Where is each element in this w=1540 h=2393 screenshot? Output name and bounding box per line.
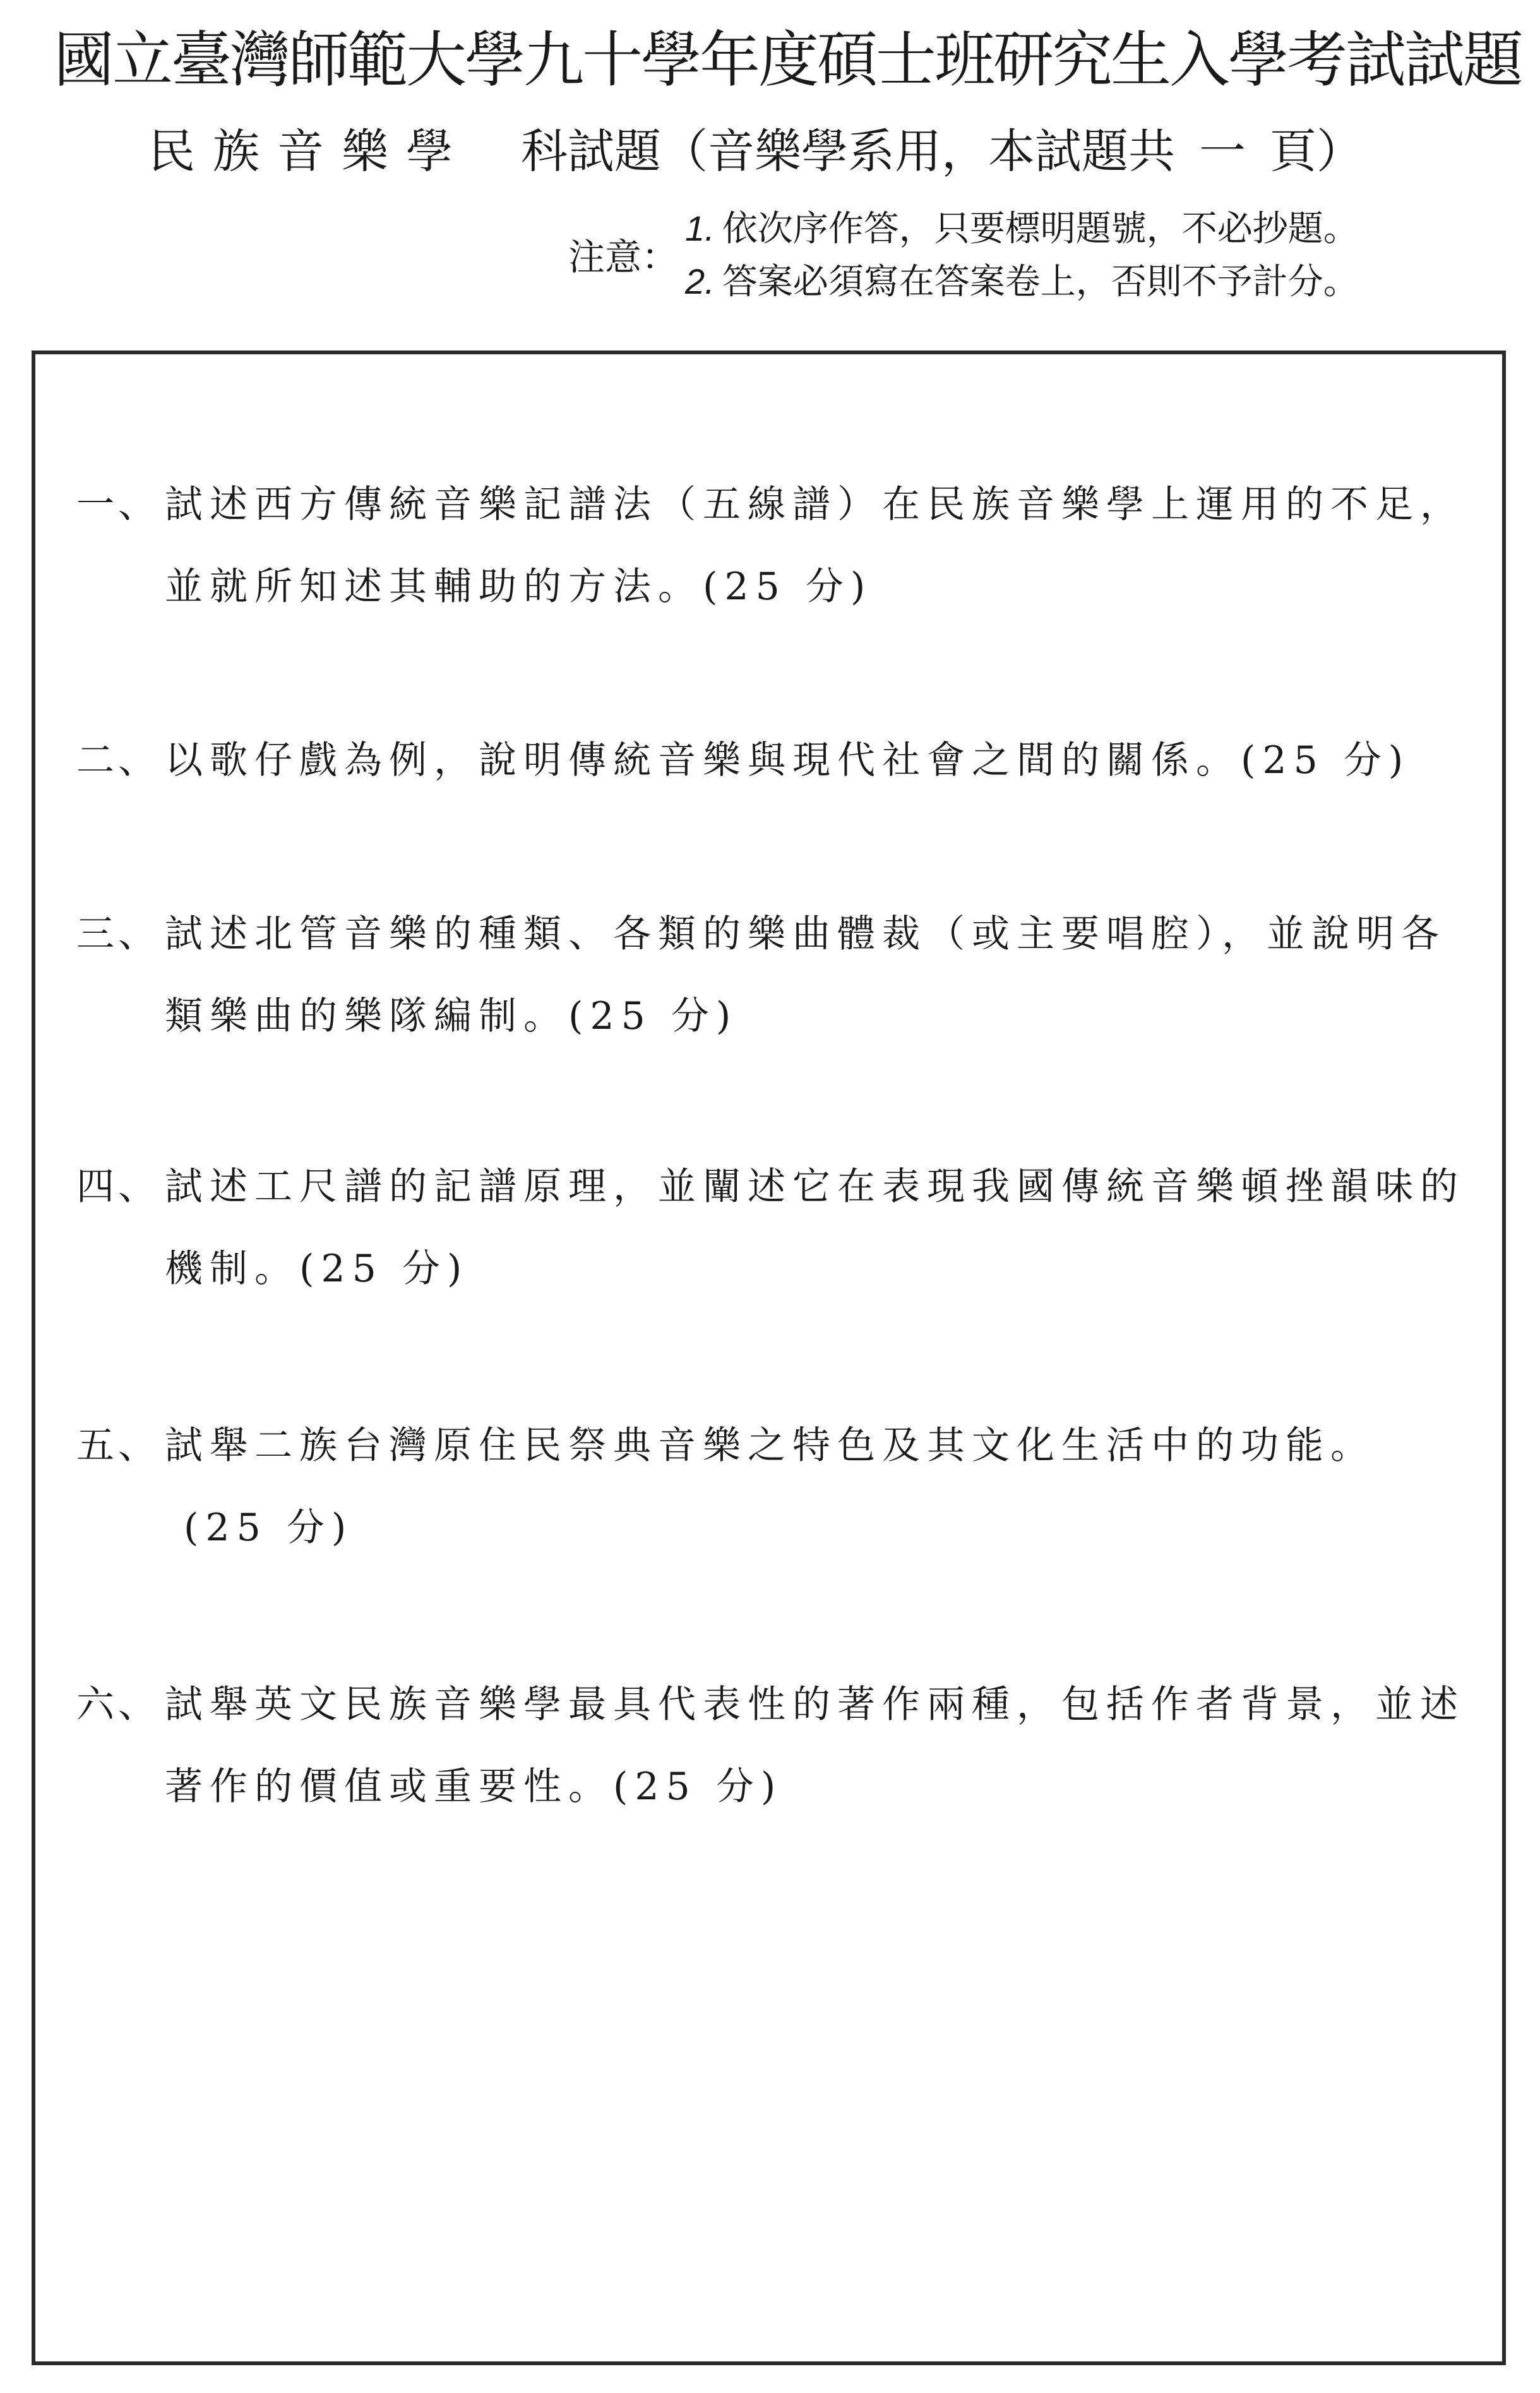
question-text: 試述工尺譜的記譜原理，並闡述它在表現我國傳統音樂頓挫韻味的 xyxy=(165,1165,1465,1209)
notice-item-number: 1. xyxy=(685,208,715,248)
question-text-continued: 機制。(25 分) xyxy=(165,1247,469,1291)
question-text: 以歌仔戲為例，說明傳統音樂與現代社會之間的關係。(25 分) xyxy=(165,738,1411,783)
notice-item xyxy=(685,202,1359,255)
question-text-continued: 類樂曲的樂隊編制。(25 分) xyxy=(165,994,738,1038)
question-text: 試述西方傳統音樂記譜法（五線譜）在民族音樂學上運用的不足， xyxy=(165,483,1465,527)
question-text: 試舉二族台灣原住民祭典音樂之特色及其文化生活中的功能。 xyxy=(165,1424,1375,1468)
exam-title: 國立臺灣師範大學九十學年度碩士班研究生入學考試試題 xyxy=(54,25,1522,95)
question-box xyxy=(32,351,1506,2365)
exam-subtitle xyxy=(148,117,1363,186)
notice-label: 注意： xyxy=(568,237,679,278)
notice-item xyxy=(685,255,1359,308)
subject-name: 民族音樂學 xyxy=(148,124,470,179)
question-number: 五、 xyxy=(76,1424,160,1468)
notice-item-number: 2. xyxy=(685,261,715,301)
question-text-continued: (25 分) xyxy=(184,1506,354,1550)
question-number: 三、 xyxy=(76,912,160,956)
question-number: 六、 xyxy=(76,1682,160,1727)
notice-list xyxy=(685,202,1359,308)
question-number: 二、 xyxy=(76,738,160,783)
question-text-continued: 著作的價值或重要性。(25 分) xyxy=(165,1765,783,1809)
page-unit: 頁） xyxy=(1270,124,1363,179)
question-text: 試述北管音樂的種類、各類的樂曲體裁（或主要唱腔），並說明各 xyxy=(165,912,1446,956)
paper-info: 科試題（音樂學系用，本試題共 xyxy=(521,124,1175,179)
question-number: 四、 xyxy=(76,1165,160,1209)
page-count: 一 xyxy=(1199,124,1246,179)
notice-item-text: 答案必須寫在答案卷上，否則不予計分。 xyxy=(722,261,1359,301)
question-text-continued: 並就所知述其輔助的方法。(25 分) xyxy=(165,565,873,609)
notice-item-text: 依次序作答，只要標明題號，不必抄題。 xyxy=(722,208,1359,248)
question-number: 一、 xyxy=(76,483,160,527)
question-text: 試舉英文民族音樂學最具代表性的著作兩種，包括作者背景，並述 xyxy=(165,1682,1465,1727)
